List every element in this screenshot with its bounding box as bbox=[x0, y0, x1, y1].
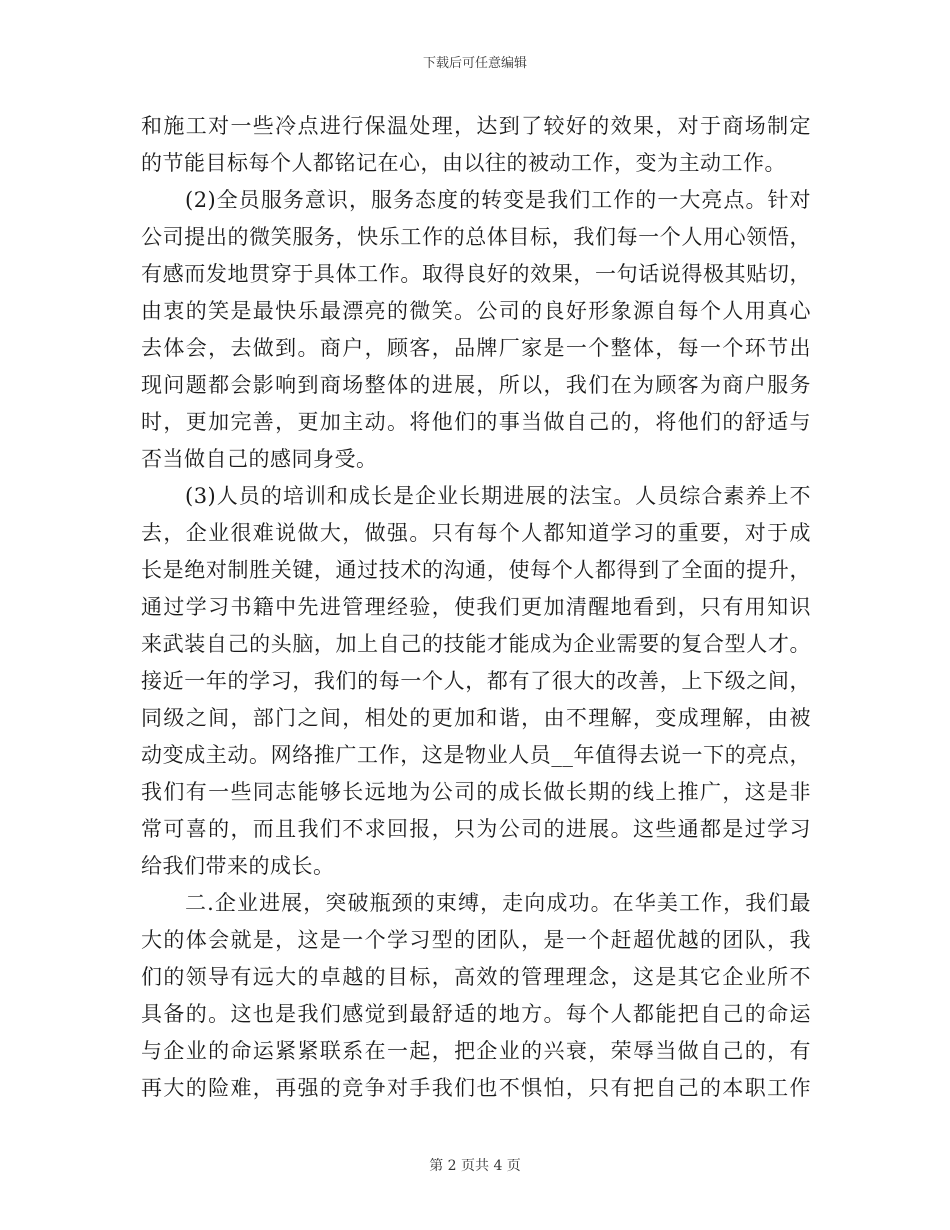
text-line: 同级之间，部门之间，相处的更加和谐，由不理解，变成理解，由被 bbox=[141, 706, 811, 730]
text-line: 与企业的命运紧紧联系在一起，把企业的兴衰，荣辱当做自己的，有 bbox=[141, 1039, 811, 1063]
page-footer: 第 2 页共 4 页 bbox=[429, 1158, 521, 1174]
text-line: 大的体会就是，这是一个学习型的团队，是一个赶超优越的团队，我 bbox=[141, 928, 811, 952]
text-line: 动变成主动。网络推广工作，这是物业人员__年值得去说一下的亮点， bbox=[141, 743, 811, 767]
text-line: 公司提出的微笑服务，快乐工作的总体目标，我们每一个人用心领悟， bbox=[141, 225, 811, 249]
text-line: 时，更加完善，更加主动。将他们的事当做自己的，将他们的舒适与 bbox=[141, 410, 811, 434]
text-line: 具备的。这也是我们感觉到最舒适的地方。每个人都能把自己的命运 bbox=[141, 1002, 811, 1026]
text-line: 我们有一些同志能够长远地为公司的成长做长期的线上推广，这是非 bbox=[141, 780, 811, 804]
page-header: 下载后可任意编辑 bbox=[422, 56, 527, 71]
document-body bbox=[141, 108, 811, 1107]
text-line: 去体会，去做到。商户，顾客，品牌厂家是一个整体，每一个环节出 bbox=[141, 336, 811, 360]
text-line: 通过学习书籍中先进管理经验，使我们更加清醒地看到，只有用知识 bbox=[141, 595, 811, 619]
text-line: 由衷的笑是最快乐最漂亮的微笑。公司的良好形象源自每个人用真心 bbox=[141, 299, 811, 323]
text-line: 有感而发地贯穿于具体工作。取得良好的效果，一句话说得极其贴切， bbox=[141, 262, 811, 286]
text-line: 和施工对一些冷点进行保温处理，达到了较好的效果，对于商场制定 bbox=[141, 114, 811, 138]
text-line: 长是绝对制胜关键，通过技术的沟通，使每个人都得到了全面的提升， bbox=[141, 558, 811, 582]
text-line: 去，企业很难说做大，做强。只有每个人都知道学习的重要，对于成 bbox=[141, 521, 811, 545]
text-line: (2)全员服务意识，服务态度的转变是我们工作的一大亮点。针对 bbox=[185, 188, 811, 212]
text-line: 来武装自己的头脑，加上自己的技能才能成为企业需要的复合型人才。 bbox=[141, 632, 811, 656]
text-line: 再大的险难，再强的竞争对手我们也不惧怕，只有把自己的本职工作 bbox=[141, 1076, 811, 1100]
text-line: 否当做自己的感同身受。 bbox=[141, 447, 378, 471]
text-line: 给我们带来的成长。 bbox=[141, 854, 335, 878]
text-line: 现问题都会影响到商场整体的进展，所以，我们在为顾客为商户服务 bbox=[141, 373, 811, 397]
text-line: 二.企业进展，突破瓶颈的束缚，走向成功。在华美工作，我们最 bbox=[185, 891, 811, 915]
text-line: 们的领导有远大的卓越的目标，高效的管理理念，这是其它企业所不 bbox=[141, 965, 811, 989]
text-line: 接近一年的学习，我们的每一个人，都有了很大的改善，上下级之间， bbox=[141, 669, 811, 693]
text-line: 常可喜的，而且我们不求回报，只为公司的进展。这些通都是过学习 bbox=[141, 817, 811, 841]
text-line: (3)人员的培训和成长是企业长期进展的法宝。人员综合素养上不 bbox=[185, 484, 811, 508]
text-line: 的节能目标每个人都铭记在心，由以往的被动工作，变为主动工作。 bbox=[141, 151, 786, 175]
